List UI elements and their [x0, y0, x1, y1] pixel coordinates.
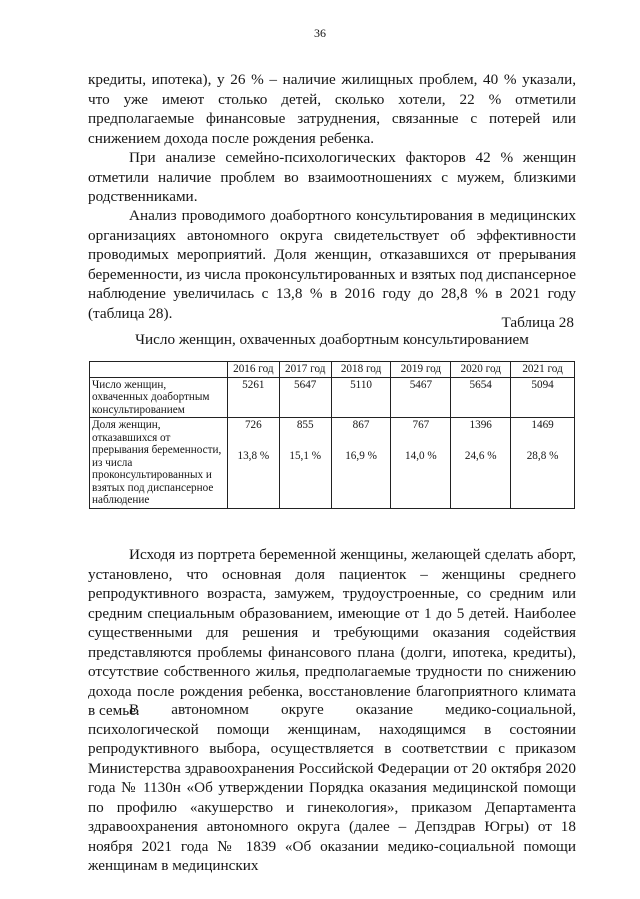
paragraph-regulatory-basis: В автономном округе оказание медико-социальной, психологической помощи женщинам, находящимся в состоянии репродуктивного выбора, осуществляется в соответствии с приказом Министерства здравоохранения Российской Федерации от 20 октября 2020 года № 1130н «Об утверждении Порядка оказания медицинской помощи по профилю «акушерство и гинекология», приказом Департамента здравоохранения автономного округа (далее – Депздрав Югры) от 18 ноября 2021 года № 1839 «Об оказании медико-социальной помощи женщинам в медицинских: [88, 701, 576, 874]
table-header-2018: 2018 год: [331, 362, 391, 378]
table-header-2016: 2016 год: [227, 362, 279, 378]
table-header-row: [90, 362, 575, 378]
paragraph-patient-portrait: Исходя из портрета беременной женщины, желающей сделать аборт, установлено, что основная доля пациенток – женщины среднего репродуктивного возраста, замужем, трудоустроенные, со средним или средним специальным образованием, имеющие от 1 до 5 детей. Наиболее существенными для решения и требующими оказания содействия представляются проблемы финансового плана (долги, ипотека, кредиты), отсутствие собственного жилья, предполагаемые трудности по снижению дохода после рождения ребенка, восстановление благоприятного климата в семье.: [88, 546, 576, 719]
table-row: [90, 418, 575, 509]
table-label: Таблица 28: [501, 314, 574, 331]
cell-percent: 24,6 %: [464, 449, 497, 462]
table-cell: 5654: [451, 377, 511, 418]
table-header-2020: 2020 год: [451, 362, 511, 378]
page-number: 36: [314, 26, 326, 40]
table-cell: [451, 418, 511, 509]
table-header-2019: 2019 год: [391, 362, 451, 378]
paragraph-intro-continuation: кредиты, ипотека), у 26 % – наличие жилищных проблем, 40 % указали, что уже имеют столько детей, сколько хотели, 22 % отметили предполагаемые финансовые затруднения, связанные с потерей или снижением дохода после рождения ребенка.: [88, 71, 576, 147]
cell-count: 1469: [531, 419, 554, 431]
cell-percent: 16,9 %: [345, 449, 377, 462]
cell-count: 1396: [469, 419, 492, 431]
cell-count: 767: [412, 419, 430, 431]
paragraph-family-factors: При анализе семейно-психологических факторов 42 % женщин отметили наличие проблем во взаимоотношениях с мужем, близкими родственниками.: [88, 149, 576, 205]
table-cell: [279, 418, 331, 509]
cell-count: 855: [296, 419, 314, 431]
cell-percent: 14,0 %: [405, 449, 437, 462]
table-cell: [391, 418, 451, 509]
table-cell: 5094: [511, 377, 575, 418]
table-header-2017: 2017 год: [279, 362, 331, 378]
table-cell: [227, 418, 279, 509]
table-cell: [511, 418, 575, 509]
paragraph-counseling-analysis: Анализ проводимого доабортного консультирования в медицинских организациях автономного округа свидетельствует об эффективности проводимых мероприятий. Доля женщин, отказавшихся от прерывания беременности, из числа проконсультированных и взятых под диспансерное наблюдение увеличилась с 13,8 % в 2016 году до 28,8 % в 2021 году (таблица 28).: [88, 207, 577, 322]
table-cell: 5110: [331, 377, 391, 418]
cell-count: 867: [352, 419, 370, 431]
table-header-2021: 2021 год: [511, 362, 575, 378]
cell-count: 726: [244, 419, 262, 431]
cell-percent: 28,8 %: [526, 449, 559, 462]
table-cell: 5647: [279, 377, 331, 418]
counseling-table: [89, 361, 575, 509]
table-cell: 5467: [391, 377, 451, 418]
table-cell: [331, 418, 391, 509]
cell-percent: 13,8 %: [237, 449, 270, 462]
row-label-share-refused: Доля женщин, отказавшихся от прерывания беременности, из числа проконсультированных и взятых под диспансерное наблюдение: [90, 418, 228, 509]
table-row: [90, 377, 575, 418]
table-caption: Число женщин, охваченных доабортным консультированием: [135, 331, 529, 348]
row-label-women-counseled: Число женщин, охваченных доабортным консультированием: [90, 377, 228, 418]
table-cell: 5261: [227, 377, 279, 418]
table-header-corner: [90, 362, 228, 378]
cell-percent: 15,1 %: [289, 449, 322, 462]
